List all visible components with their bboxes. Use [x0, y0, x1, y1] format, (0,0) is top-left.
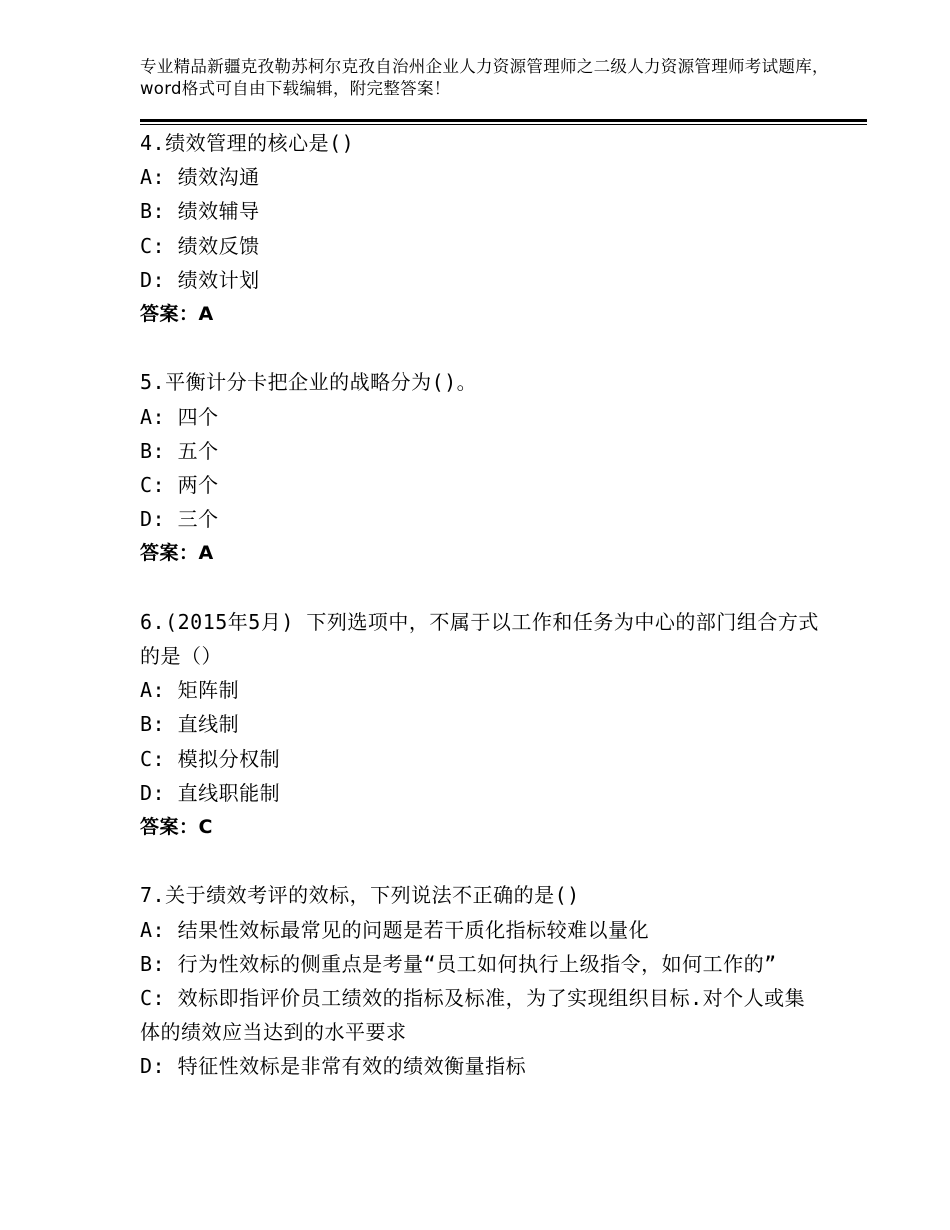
spacer	[140, 331, 820, 365]
option-c: C: 绩效反馈	[140, 233, 260, 258]
option-d: D: 三个	[140, 507, 219, 532]
option-a: A: 四个	[140, 404, 219, 429]
question-4	[140, 126, 820, 331]
question-stem: 4.绩效管理的核心是()	[140, 131, 355, 155]
option-d: D: 直线职能制	[140, 780, 281, 805]
option-b: B: 绩效辅导	[140, 199, 260, 224]
question-5	[140, 365, 820, 570]
question-list	[140, 126, 820, 1084]
option-c: C: 两个	[140, 473, 219, 498]
option-a: A: 结果性效标最常见的问题是若干质化指标较难以量化	[140, 917, 650, 942]
question-stem: 5.平衡计分卡把企业的战略分为()。	[140, 370, 478, 395]
option-a: A: 矩阵制	[140, 678, 240, 703]
option-a: A: 绩效沟通	[140, 165, 260, 190]
document-header: 专业精品新疆克孜勒苏柯尔克孜自治州企业人力资源管理师之二级人力资源管理师考试题库，word格式可自由下载编辑，附完整答案！	[140, 57, 829, 98]
option-b: B: 五个	[140, 438, 219, 463]
answer: 答案：A	[140, 303, 214, 326]
option-d: D: 特征性效标是非常有效的绩效衡量指标	[140, 1054, 527, 1079]
option-c: C: 模拟分权制	[140, 746, 281, 771]
option-b: B: 直线制	[140, 712, 240, 737]
header-rule-thin	[140, 124, 867, 125]
spacer	[140, 844, 820, 878]
header-rule-thick	[140, 119, 867, 122]
question-stem: 7.关于绩效考评的效标，下列说法不正确的是()	[140, 883, 580, 908]
answer: 答案：A	[140, 542, 214, 565]
option-c: C: 效标即指评价员工绩效的指标及标准，为了实现组织目标.对个人或集体的绩效应当达到的水平要求	[140, 986, 806, 1045]
question-stem: 6.(2015年5月) 下列选项中，不属于以工作和任务为中心的部门组合方式的是（）	[140, 609, 819, 669]
spacer	[140, 571, 820, 605]
question-7	[140, 878, 820, 1083]
question-6	[140, 605, 820, 844]
option-d: D: 绩效计划	[140, 267, 260, 292]
answer: 答案：C	[140, 816, 213, 839]
option-b: B: 行为性效标的侧重点是考量“员工如何执行上级指令，如何工作的”	[140, 951, 777, 976]
